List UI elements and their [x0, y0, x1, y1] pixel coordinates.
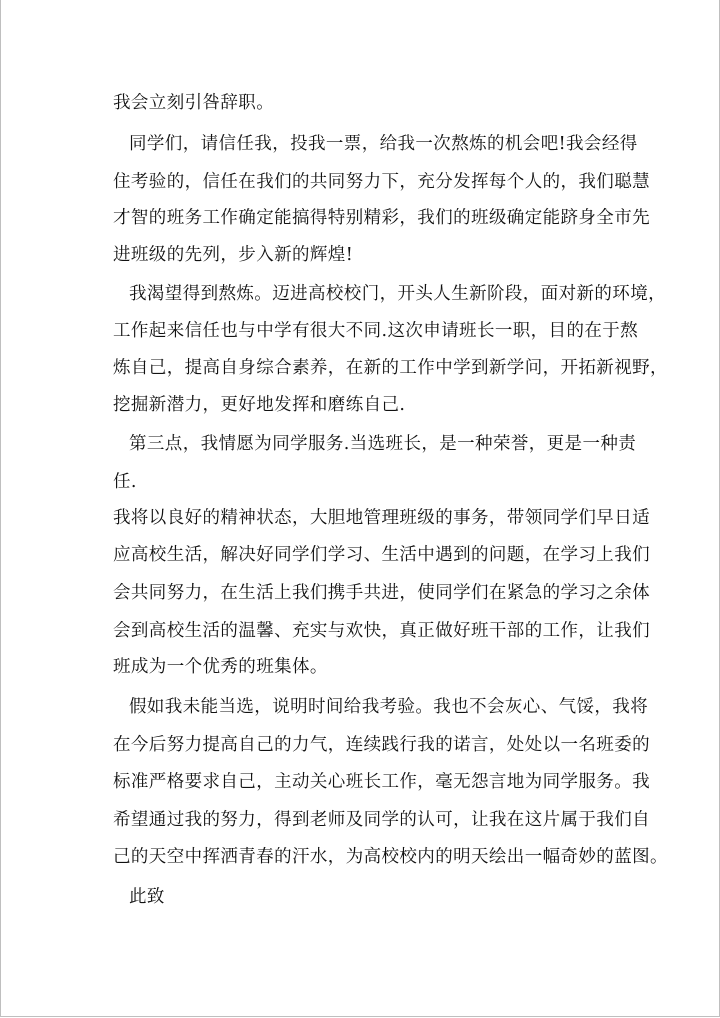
text-line: 第三点，我情愿为同学服务.当选班长，是一种荣誉，更是一种责 — [129, 434, 637, 454]
text-line: 会到高校生活的温馨、充实与欢快，真正做好班干部的工作，让我们 — [113, 621, 650, 641]
text-line: 工作起来信任也与中学有很大不同.这次申请班长一职，目的在于熬 — [113, 321, 639, 341]
text-line: 任. — [113, 472, 137, 492]
text-line: 挖掘新潜力，更好地发挥和磨练自己. — [113, 395, 406, 415]
text-line: 我会立刻引咎辞职。 — [113, 93, 275, 113]
text-line: 希望通过我的努力，得到老师及同学的认可，让我在这片属于我们自 — [113, 810, 650, 830]
text-line: 在今后努力提高自己的力气，连续践行我的诺言，处处以一名班委的 — [113, 735, 650, 755]
text-line: 己的天空中挥洒青春的汗水，为高校校内的明天绘出一幅奇妙的蓝图。 — [113, 847, 668, 867]
text-line: 应高校生活，解决好同学们学习、生活中遇到的问题，在学习上我们 — [113, 545, 650, 565]
text-line: 住考验的，信任在我们的共同努力下，充分发挥每个人的，我们聪慧 — [113, 172, 650, 192]
text-line: 我将以良好的精神状态，大胆地管理班级的事务，带领同学们早日适 — [113, 508, 650, 528]
text-line: 班成为一个优秀的班集体。 — [113, 657, 328, 677]
text-line: 进班级的先列，步入新的辉煌! — [113, 245, 354, 265]
text-line: 此致 — [129, 887, 165, 907]
text-line: 会共同努力，在生活上我们携手共进，使同学们在紧急的学习之余体 — [113, 583, 650, 603]
text-line: 才智的班务工作确定能搞得特别精彩，我们的班级确定能跻身全市先 — [113, 208, 650, 228]
text-line: 我渴望得到熬炼。迈进高校校门，开头人生新阶段，面对新的环境， — [129, 284, 666, 304]
text-line: 炼自己，提高自身综合素养，在新的工作中学到新学问，开拓新视野， — [113, 358, 668, 378]
text-line: 假如我未能当选，说明时间给我考验。我也不会灰心、气馁，我将 — [129, 697, 649, 717]
text-line: 同学们，请信任我，投我一票，给我一次熬炼的机会吧!我会经得 — [129, 134, 638, 154]
text-line: 标准严格要求自己，主动关心班长工作，毫无怨言地为同学服务。我 — [113, 772, 650, 792]
